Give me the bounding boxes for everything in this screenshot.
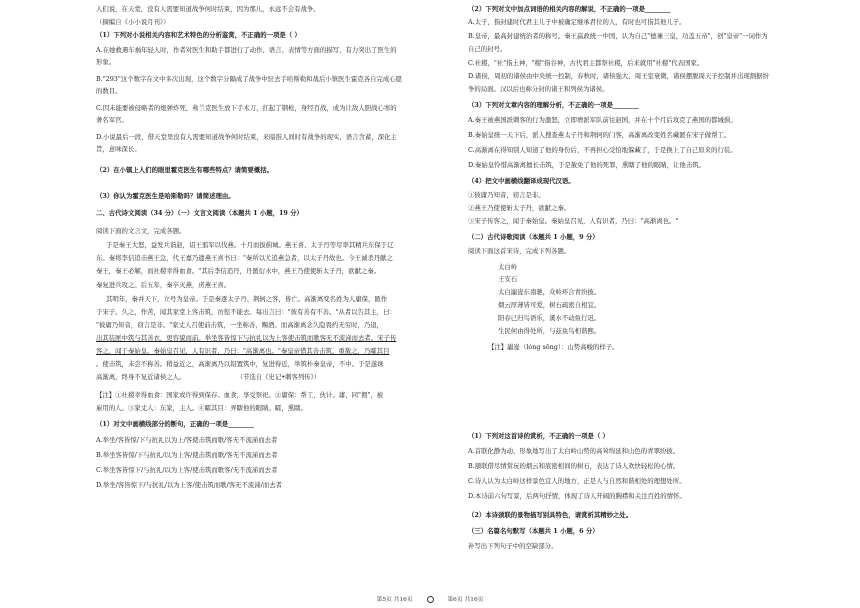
right-text-line-20: B.颔联借尽情赏玩的烟云和底密相间的树石，表达了诗人欢快轻松的心情。	[468, 462, 680, 470]
page-divider-circle-icon	[427, 596, 434, 603]
poem-line-3: 烟云厚薄皆可爱，树石疏密自相宜。	[498, 301, 601, 309]
right-text-line-24: （三）名篇名句默写（本题共 1 小题，6 分）	[468, 527, 599, 535]
right-text-line-23: （2）本诗颈联的景物描写别具特色，请赏析其精妙之处。	[468, 511, 633, 519]
right-text-line-3: 自己的封号。	[468, 45, 507, 53]
left-text-line-3: A.在她救遇车祸年轻人时，作者对医生和助手都进行了动作、语言、表情等方面的描写，有力突出了医生的	[96, 46, 397, 54]
left-text-line-10: 旨，意味深长。	[96, 145, 141, 153]
left-text-line-2: （1）下列对小说相关内容和艺术特色的分析鉴赏，不正确的一项是（ ）	[96, 31, 301, 39]
right-text-line-17: 阅读下面这首宋诗，完成下列各题。	[468, 247, 571, 255]
right-text-line-12: （4）把文中画横线翻译成现代汉语。	[468, 177, 575, 185]
left-page-column	[96, 0, 436, 608]
left-text-line-22: 出其装匣中筑与其善衣，更容貌而前。举坐客皆惊下与抗礼以为上客使击筑而歌客无不流涕而去者。宋子传	[96, 334, 397, 342]
right-text-line-6: 争的局面。汉以后也称分封的诸王和列侯为诸侯。	[468, 85, 609, 93]
right-text-line-14: ②燕王乃使使斩太子丹，欲献之秦。	[468, 204, 571, 212]
right-page-number: 第6页 共16页	[447, 597, 484, 603]
poem-line-1: 王安石	[498, 275, 518, 283]
left-text-line-19: 其明年，秦并天下，立号为皇帝。于是秦逐太子丹、荆轲之客，皆亡。高渐离变名姓为人庸保，匿作	[106, 295, 388, 303]
left-text-line-1: （摘编自《小小说月刊》）	[96, 18, 170, 26]
left-text-line-0: 人们说，在天堂，没有人需要知道战争何时结束，因为那儿，永远不会有战争。	[96, 5, 320, 13]
right-text-line-10: C.高渐离在得知别人知道了他的身份后，不再担心受怕地躲藏了，于是换上了自己原来的行装。	[468, 146, 737, 154]
left-text-line-31: C.举坐客皆惊下/与抗礼/以为上客/使击筑而歌客/无不流涕而去者	[96, 466, 278, 474]
left-text-line-14: 阅读下面的文言文，完成各题。	[96, 227, 186, 235]
left-text-line-17: 秦王，秦王必解，而社稷幸得血食。"其后李信追丹，丹匿衍水中，燕王乃使使斩太子丹，欲献之秦。	[96, 267, 381, 275]
page-footer	[0, 594, 860, 603]
right-text-line-2: B.皇帝，最高封建统治者的称号。秦王嬴政统一中国，认为自己"德兼三皇，功盖五帝"，创"皇帝"一词作为	[468, 32, 768, 40]
left-text-line-29: A.举坐/客皆惊/下与抗礼以为上/客使击筑而歌/客无不流涕而去者	[96, 436, 278, 444]
right-text-line-15: ③宋子传客之，闻于秦始皇。秦始皇召见，人有识者，乃曰："高渐离也。"	[468, 217, 679, 225]
left-text-line-12: （3）你认为霍克医生是哈斯勒吗？请简述理由。	[96, 192, 235, 200]
left-text-line-6: 的数目。	[96, 87, 122, 95]
left-text-line-25: 高渐离，终身不复近诸侯之人。 （节选自《史记•刺客列传》）	[96, 373, 321, 381]
right-text-line-9: B.秦始皇统一天下后，派人搜查燕太子丹和荆轲的门客，高渐离改变姓名藏匿在宋子做帮工。	[468, 131, 731, 139]
left-text-line-32: D.举坐/客皆惊下/与抗礼/以为上客/使击筑而歌/客无不流涕/而去者	[96, 481, 283, 489]
left-text-line-13: 二、古代诗文阅读（34 分）（一）文言文阅读（本题共 1 小题，19 分）	[96, 209, 303, 217]
left-page-number: 第5页 共16页	[376, 597, 413, 603]
right-text-line-25: 补写出下列句子中的空缺部分。	[468, 542, 558, 550]
right-text-line-7: （3）下列对文章内容的理解分析，不正确的一项是________	[468, 101, 639, 109]
left-text-line-5: B."293"这个数字在文中多次出现，这个数字分隔成了战争中驻去手哈斯勒和战后小镇医生霍克各自完成心愿	[96, 75, 402, 83]
right-text-line-4: C.社稷，"社"指土神，"稷"指谷神，古代君主都祭社稷，后来就用"社稷"代表国家。	[468, 59, 704, 67]
right-text-line-5: D.诸侯，周初的诸侯由中央统一控制，春秋时，诸侯强大，周王室衰微，诸侯摆脱周天子控制并出现割据纷	[468, 72, 769, 80]
right-text-line-11: D.秦始皇怜惜高渐离擅长击筑，于是赦免了他的死罪，熏瞎了他的眼睛，让他击筑。	[468, 161, 705, 169]
right-text-line-22: D.本诗前六句写景，后两句抒情，体现了诗人开阔的胸襟和关注百姓的情怀。	[468, 492, 686, 500]
left-text-line-23: 客之，闻于秦始皇。秦始皇召见，人有识者，乃曰："高渐离也。"秦皇帝惜其善击筑，重赦之，乃矐其目	[96, 347, 390, 355]
right-text-line-1: A.太子，指封建时代君主儿子中被确定继承君位的人，有时也可指其他儿子。	[468, 18, 686, 26]
left-text-line-15: 于是秦王大怒，益发兵诣赵，诏王翦军以伐燕。十月而拔蓟城。燕王喜、太子丹等尽率其精兵东保于辽	[106, 241, 394, 249]
right-text-line-19: A.首联化静为动，形象地写出了太白岭山势的高耸绵延和山色的青翠纷披。	[468, 447, 680, 455]
right-text-line-21: C.诗人认为太白岭这样景色宜人的地方，正是人与自然和谐相处的理想处所。	[468, 477, 686, 485]
poem-line-6: 【注】巃嵸（lóng sōng）：山势高峻的样子。	[488, 343, 619, 351]
left-text-line-28: （1）对文中画横线部分的断句，正确的一项是________	[96, 420, 254, 428]
right-text-line-8: A.秦王被燕国派刺客的行为激怒，立即增派军队前往赵国，并在十个月后攻克了燕国的都城蓟。	[468, 116, 737, 124]
left-text-line-24: 。使击筑，未尝不称善。稍益近之，高渐离乃以铅置筑中，复进得近，举筑朴秦皇帝，不中。于是遂诛	[96, 360, 384, 368]
poem-line-0: 太白岭	[498, 263, 518, 271]
left-text-line-27: 雇用的人。③家丈人：东家，主人。④矐其目：弄瞎他的眼睛。矐，熏瞎。	[96, 404, 307, 412]
right-page-column	[468, 0, 808, 608]
left-text-line-11: （2）在小镇上人们的眼里霍克医生有哪些特点？请简要概括。	[96, 166, 273, 174]
left-text-line-30: B.举坐客皆惊/下与抗礼/以为上客/使击筑而歌/客无不流涕而去者	[96, 451, 278, 459]
left-text-line-16: 东。秦将李信追击燕王急，代王嘉乃遗燕王喜书曰："秦所以尤追燕急者，以太子丹故也。今王诚杀丹献之	[96, 254, 393, 262]
right-text-line-18: （1）下列对这首诗的赏析，不正确的一项是（ ）	[468, 432, 609, 440]
poem-line-2: 太白巃嵸东南驰，众岭环合青纷披。	[498, 288, 601, 296]
poem-line-4: 阳春已归鸟语乐，溪水不动鱼行迟。	[498, 314, 601, 322]
right-text-line-0: （2）下列对文中加点词语的相关内容的解说，不正确的一项是________	[468, 5, 671, 13]
left-text-line-9: D.小说最后一段，借天堂里没有人需要知道战争何时结束，来暗指人间时有战争的现实，语言含蓄，深化主	[96, 133, 397, 141]
left-text-line-20: 于宋子。久之，作苦，闻其家堂上客击筑，彷徨不能去。每出言曰："彼有善有不善。"从者以告其主，曰：	[96, 308, 396, 316]
right-text-line-13: ①彼庸乃知音，窃言是非。	[468, 191, 545, 199]
poem-line-5: 生民何由得处所，与兹鱼鸟相谐熙。	[498, 327, 601, 335]
left-text-line-4: 形象。	[96, 58, 116, 66]
left-text-line-21: "彼庸乃知音，窃言是非。"家丈人召使前击筑，一坐称善，赐酒。而高渐离念久隐畏约无穷时，乃退，	[96, 321, 384, 329]
right-text-line-16: （二）古代诗歌阅读（本题共 1 小题，9 分）	[468, 233, 599, 241]
left-text-line-18: 秦复进兵攻之。后五年，秦卒灭燕，虏燕王喜。	[96, 281, 231, 289]
left-text-line-8: 著名军官。	[96, 116, 128, 124]
left-text-line-26: 【注】①社稷幸得血食：国家或许得到保存。血食，享受祭祀。②庸保：帮工，伙计。庸，同"佣"，被	[96, 391, 384, 399]
left-text-line-7: C.因未能要被侵略者的炮弹炸死，弗兰克医生放下手术刀，扛起了钢枪，身经百战，成为让敌人胆战心寒的	[96, 104, 397, 112]
